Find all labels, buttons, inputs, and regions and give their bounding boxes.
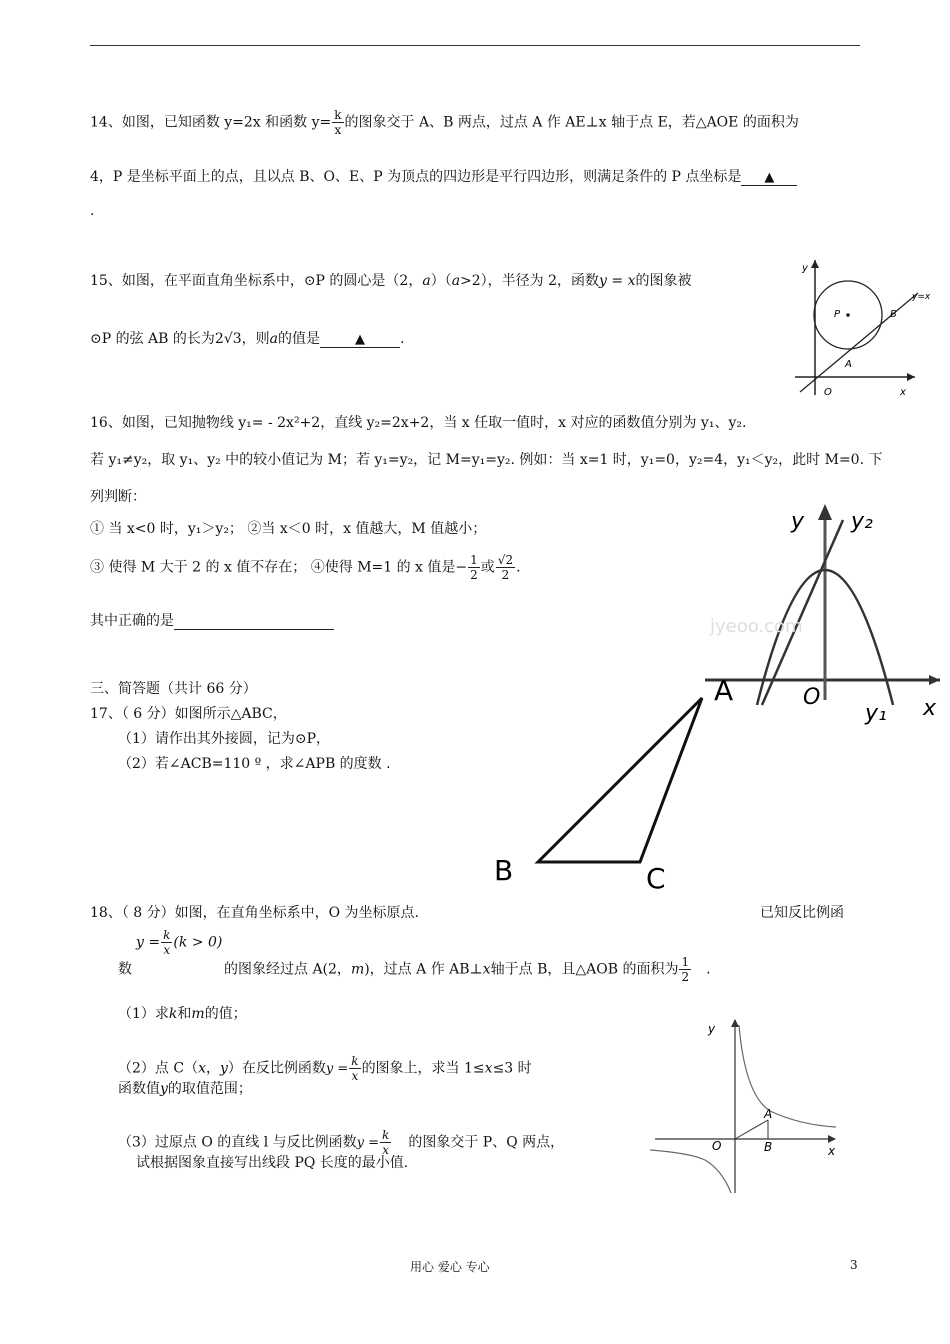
q18-figure bbox=[650, 1015, 845, 1195]
header-rule bbox=[90, 45, 860, 46]
vertex-a-label: A bbox=[714, 674, 734, 707]
footer-motto: 用心 爱心 专心 bbox=[410, 1260, 490, 1274]
watermark: jyeoo.com bbox=[710, 616, 803, 637]
y2-label: y₂ bbox=[851, 509, 873, 534]
origin-label: O bbox=[824, 387, 832, 398]
x-axis-label: x bbox=[828, 1144, 836, 1158]
vertex-c-label: C bbox=[646, 862, 666, 895]
q16-answer: 其中正确的是 bbox=[90, 610, 334, 630]
q16-options-3-4: ③ 使得 M 大于 2 的 x 值不存在； ④使得 M=1 的 x 值是− $\frac{1}{2}$ 或 $\frac{√2}{2}$ . bbox=[90, 553, 521, 582]
page-number: 3 bbox=[850, 1258, 858, 1272]
q15-line2: ⊙P 的弦 AB 的长为2√3，则a的值是 ▲ . bbox=[90, 331, 405, 347]
y1-label: y₁ bbox=[865, 701, 887, 725]
origin-label: O bbox=[803, 685, 821, 710]
y-axis-label: y bbox=[802, 263, 808, 274]
q16-line1: 16、如图，已知抛物线 y₁= - 2x²+2，直线 y₂=2x+2，当 x 任取一值时，x 对应的函数值分别为 y₁、y₂. bbox=[90, 415, 747, 431]
origin-label: O bbox=[712, 1139, 722, 1153]
point-b-label: B bbox=[764, 1140, 773, 1154]
q14-line3: . bbox=[90, 203, 95, 219]
q17-triangle-figure bbox=[480, 670, 770, 900]
line-label: y=x bbox=[912, 292, 931, 302]
x-axis-label: x bbox=[923, 696, 937, 721]
q18-part3-line2: 试根据图象直接写出线段 PQ 长度的最小值. bbox=[136, 1155, 409, 1171]
point-a-label: A bbox=[764, 1107, 773, 1121]
q18-part2: （2）点 C（x，y）在反比例函数y = $\frac{k}{x}$ 的图象上，求当 1≤x≤3 时 bbox=[118, 1054, 532, 1083]
section-title: 三、简答题（共计 66 分） bbox=[90, 681, 257, 697]
q18-part1: （1）求k和m的值； bbox=[118, 1006, 247, 1022]
q18-line2: 数 的图象经过点 A(2，m)，过点 A 作 AB⊥x轴于点 B，且△AOB 的面积为 $\frac{1}{2}$ . bbox=[118, 955, 711, 984]
q17-title: 17、（ 6 分）如图所示△ABC， bbox=[90, 706, 287, 722]
y-axis-label: y bbox=[791, 509, 805, 534]
point-a-label: A bbox=[845, 359, 852, 370]
q14-line2: 4，P 是坐标平面上的点，且以点 B、O、E、P 为顶点的四边形是平行四边形，则满足条件的 P 点坐标是 ▲ bbox=[90, 166, 797, 186]
x-axis-label: x bbox=[900, 387, 906, 398]
q14-line1: 14、如图，已知函数 y=2x 和函数 y= $\frac{k}{x}$ 的图象交于 A、B 两点，过点 A 作 AE⊥x 轴于点 E，若△AOE 的面积为 bbox=[90, 108, 799, 137]
q16-line3: 列判断： bbox=[90, 489, 146, 505]
q14-fraction: $\frac{k}{x}$ bbox=[334, 108, 342, 137]
point-b-label: B bbox=[890, 309, 897, 320]
q15-figure bbox=[790, 255, 940, 405]
q17-part1: （1）请作出其外接圆，记为⊙P， bbox=[118, 731, 331, 747]
q16-options-1-2: ① 当 x<0 时，y₁＞y₂； ②当 x＜0 时，x 值越大，M 值越小； bbox=[90, 521, 487, 537]
q18-line1b: 已知反比例函 bbox=[760, 905, 844, 921]
q18-part2-line2: 函数值y的取值范围； bbox=[118, 1081, 252, 1097]
center-label: P bbox=[834, 309, 841, 320]
q15-line1: 15、如图，在平面直角坐标系中，⊙P 的圆心是（2，a）（a>2），半径为 2，函数y = x的图象被 bbox=[90, 273, 692, 289]
q16-line2: 若 y₁≠y₂，取 y₁、y₂ 中的较小值记为 M；若 y₁=y₂，记 M=y₁=y₂. 例如：当 x=1 时，y₁=0，y₂=4，y₁＜y₂，此时 M=0. 下 bbox=[90, 452, 883, 468]
answer-blank: ▲ bbox=[320, 332, 400, 348]
q17-part2: （2）若∠ACB=110 º ，求∠APB 的度数 . bbox=[118, 756, 391, 772]
q18-line1a: 18、（ 8 分）如图，在直角坐标系中，O 为坐标原点. bbox=[90, 905, 419, 921]
y-axis-label: y bbox=[708, 1022, 716, 1036]
vertex-b-label: B bbox=[494, 854, 514, 887]
answer-blank: ▲ bbox=[741, 170, 797, 186]
q18-formula: y = $\frac{k}{x}$ (k > 0) bbox=[136, 928, 223, 957]
q18-part3: （3）过原点 O 的直线 l 与反比例函数y = $\frac{k}{x}$ 的图象交于 P、Q 两点， bbox=[118, 1128, 565, 1157]
